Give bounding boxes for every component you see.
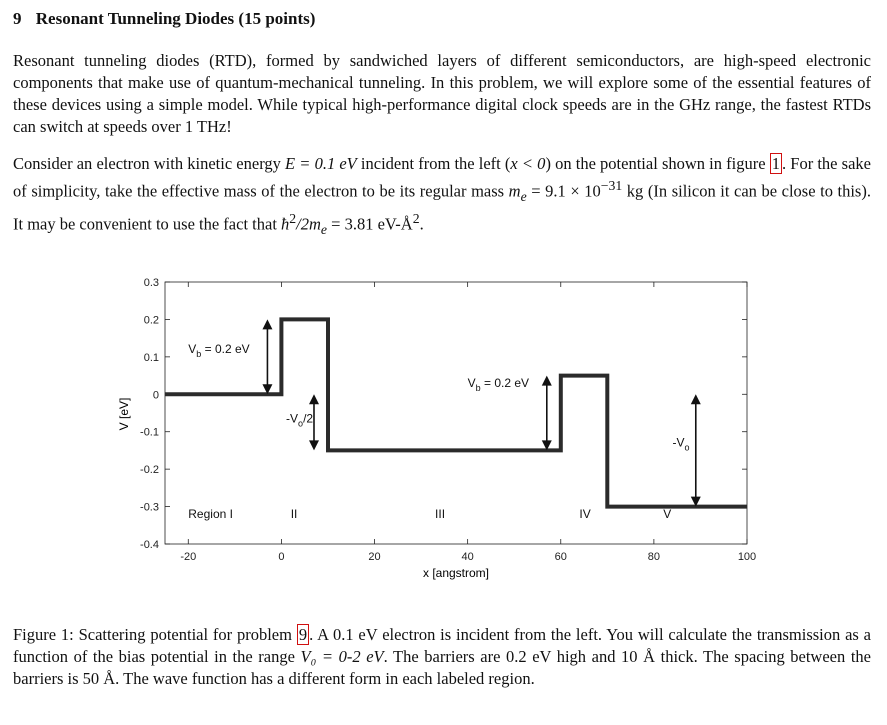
x-tick-label: 20 — [368, 551, 381, 563]
y-tick-label: 0.2 — [143, 314, 159, 327]
arrow-head-up — [691, 394, 701, 404]
problem-link[interactable]: 9 — [298, 625, 308, 644]
section-number: 9 — [13, 9, 22, 28]
section-title: Resonant Tunneling Diodes (15 points) — [35, 9, 316, 28]
mass-value: = 9.1 × 10 — [526, 181, 601, 201]
figure-link[interactable]: 1 — [771, 154, 780, 173]
energy-expression: E = 0.1 eV — [285, 154, 357, 173]
mass-subscript: e — [520, 188, 527, 204]
y-axis-label: V [eV] — [117, 397, 131, 431]
hbar-exponent: 2 — [289, 210, 297, 226]
y-tick-label: -0.3 — [140, 501, 159, 514]
annotation-label: $-V_o$ — [672, 435, 690, 453]
condition-expression: x < 0 — [510, 154, 546, 173]
hbar-value-exponent: 2 — [412, 210, 420, 226]
y-tick-label: -0.4 — [140, 539, 159, 551]
mass-symbol: m — [508, 181, 521, 201]
x-tick-label: -20 — [180, 551, 197, 563]
y-tick-label: 0 — [152, 389, 159, 402]
x-tick-label: 60 — [554, 551, 567, 563]
figure-caption — [13, 624, 871, 690]
x-tick-label: 80 — [647, 551, 661, 563]
region-label: Region I — [188, 507, 233, 522]
x-tick-label: 40 — [461, 551, 474, 563]
marks-layer — [165, 319, 747, 521]
text-run: Consider an electron with kinetic energy — [13, 154, 286, 173]
y-tick-label: 0.1 — [143, 351, 159, 364]
annotation-label: $V_b = 0.2$ eV — [188, 342, 250, 360]
y-tick-label: 0.3 — [143, 277, 159, 289]
x-axis-label: x [angstrom] — [422, 566, 490, 580]
region-label: II — [290, 507, 298, 522]
arrow-head-up — [309, 394, 319, 404]
arrow-head-up — [262, 319, 272, 329]
region-label: III — [435, 507, 446, 522]
caption-label: Figure 1: — [13, 625, 79, 644]
hbar-denominator: /2m — [296, 214, 321, 234]
potential-line — [165, 319, 747, 506]
text-run: . The barriers are 0.2 eV high and 10 Å thick. The spacing between the barriers is 50 Å. The wave function has a different form in each labeled region. — [13, 647, 871, 688]
arrow-head-down — [309, 440, 319, 450]
region-label: V — [663, 507, 672, 522]
hbar-symbol: ħ — [281, 214, 290, 234]
text-run: . A 0.1 eV electron is incident from the left. You will calculate the transmission as a function of the bias potential in the range — [13, 625, 871, 666]
text-run: ) on the potential shown in figure — [545, 154, 770, 173]
arrow-head-up — [542, 376, 552, 386]
x-tick-label: 100 — [737, 551, 757, 563]
annotation-label: $V_b = 0.2$ eV — [467, 375, 530, 393]
range-expression: V₀ = 0-2 eV — [300, 647, 384, 666]
text-run: . For the sake of simplicity, take the effective mass of the electron to be its regular mass — [13, 154, 871, 201]
annotation-label: $-V_o/2$ — [286, 411, 314, 429]
text-run: Scattering potential for problem — [78, 625, 297, 644]
x-tick-label: 0 — [278, 551, 285, 563]
y-tick-label: -0.1 — [140, 426, 159, 439]
mass-exponent: −31 — [600, 178, 623, 193]
region-label: IV — [579, 507, 591, 522]
text-run: . — [419, 214, 424, 234]
hbar-subscript: e — [320, 221, 328, 237]
hbar-value: = 3.81 eV-Å — [327, 214, 413, 234]
text-run: kg (In silicon it can be close to this). It may be convenient to use the fact that — [13, 181, 871, 234]
text-run: incident from the left ( — [356, 154, 511, 173]
intro-paragraph: Resonant tunneling diodes (RTD), formed by sandwiched layers of different semiconductors, are high-speed electronic components that make use of quantum-mechanical tunneling. In this problem, we will explore some of the essential features of these devices using a simple model. While typical high-performance digital clock speeds are in the GHz range, the fastest RTDs can switch at speeds over 1 THz! — [13, 51, 871, 136]
y-tick-label: -0.2 — [140, 464, 159, 477]
